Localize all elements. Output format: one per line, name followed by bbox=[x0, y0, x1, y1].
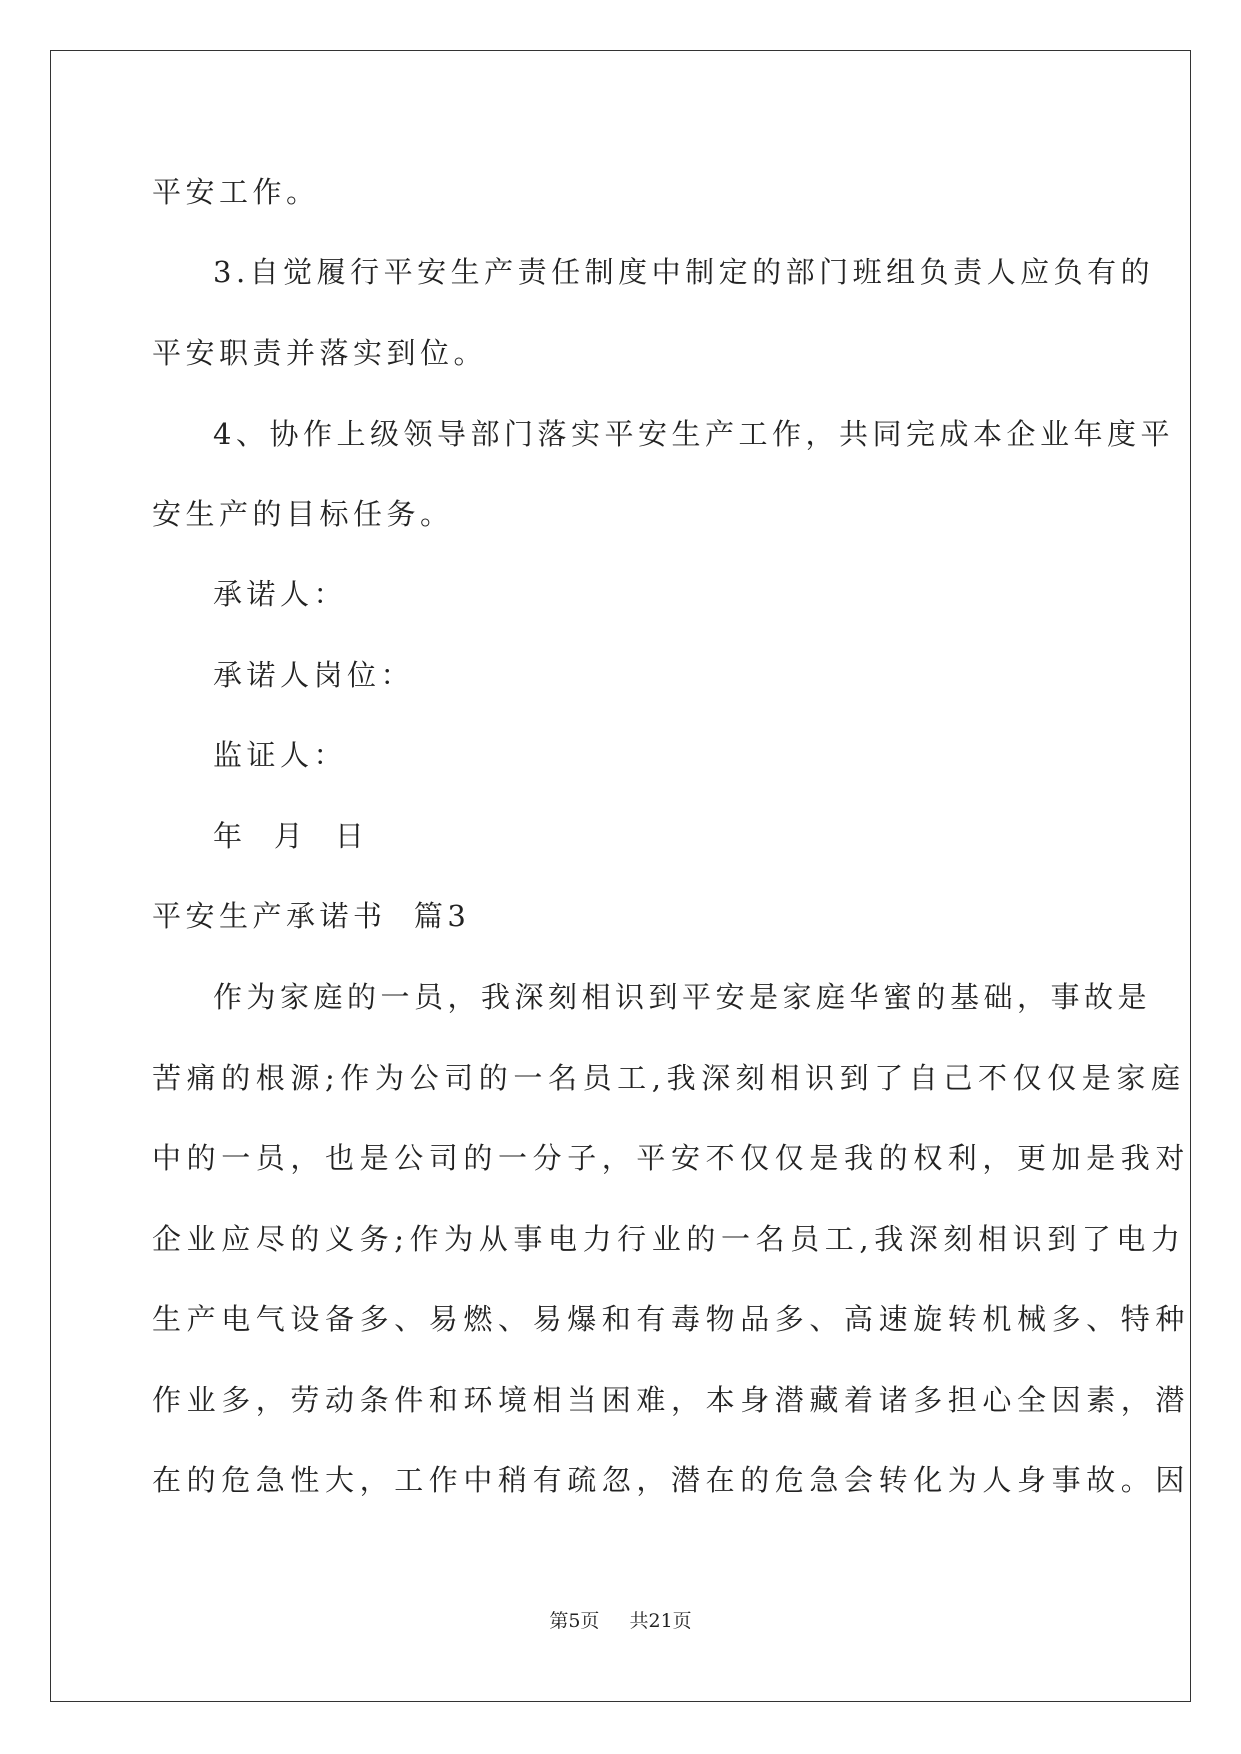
paragraph-line: 生产电气设备多、易燃、易爆和有毒物品多、高速旋转机械多、特种 bbox=[152, 1302, 1191, 1336]
paragraph-line: 在的危急性大，工作中稍有疏忽，潜在的危急会转化为人身事故。因 bbox=[152, 1463, 1191, 1497]
paragraph-line: 4、协作上级领导部门落实平安生产工作，共同完成本企业年度平 bbox=[213, 417, 1174, 451]
page-total: 共21页 bbox=[629, 1610, 692, 1632]
page-number: 第5页 bbox=[549, 1610, 600, 1632]
paragraph-line: 苦痛的根源;作为公司的一名员工,我深刻相识到了自己不仅仅是家庭 bbox=[152, 1061, 1186, 1095]
paragraph-line: 作业多，劳动条件和环境相当困难，本身潜藏着诸多担心全因素，潜 bbox=[152, 1383, 1191, 1417]
paragraph-line: 平安工作。 bbox=[152, 175, 320, 209]
date-line: 年 月 日 bbox=[213, 819, 369, 853]
signature-field-position: 承诺人岗位： bbox=[213, 658, 415, 692]
paragraph-line: 作为家庭的一员，我深刻相识到平安是家庭华蜜的基础，事故是 bbox=[213, 980, 1152, 1014]
paragraph-line: 平安职责并落实到位。 bbox=[152, 336, 488, 370]
paragraph-line: 中的一员，也是公司的一分子，平安不仅仅是我的权利，更加是我对 bbox=[152, 1141, 1191, 1175]
section-heading: 平安生产承诺书 篇3 bbox=[152, 899, 471, 933]
paragraph-line: 3.自觉履行平安生产责任制度中制定的部门班组负责人应负有的 bbox=[213, 255, 1155, 289]
page-border bbox=[50, 50, 1191, 1702]
page-footer bbox=[0, 1606, 1241, 1633]
signature-field-promisor: 承诺人： bbox=[213, 577, 348, 611]
paragraph-line: 安生产的目标任务。 bbox=[152, 497, 454, 531]
signature-field-witness: 监证人： bbox=[213, 738, 348, 772]
paragraph-line: 企业应尽的义务;作为从事电力行业的一名员工,我深刻相识到了电力 bbox=[152, 1222, 1186, 1256]
